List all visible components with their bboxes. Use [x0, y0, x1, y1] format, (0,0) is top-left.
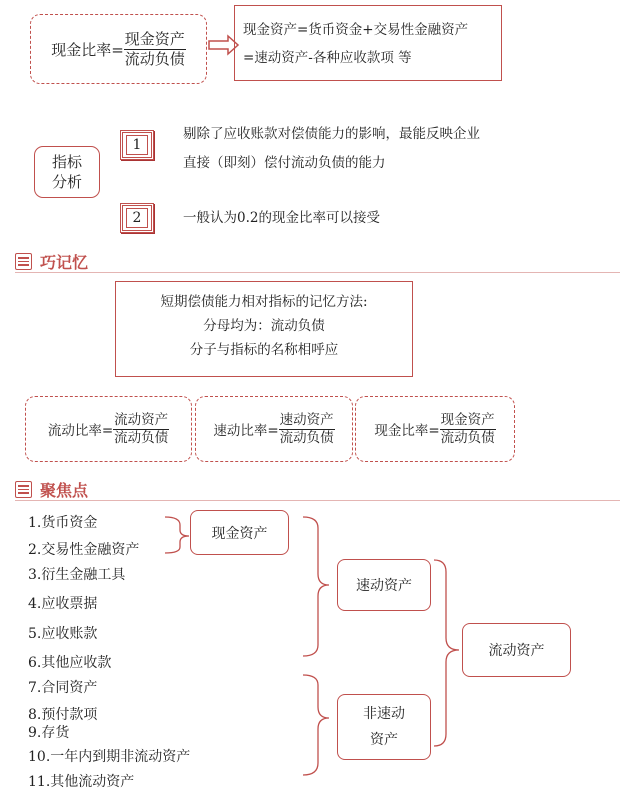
cash-ratio-label: 现金比率=: [374, 423, 440, 439]
quick-ratio-denominator: 流动负债: [279, 429, 334, 446]
analysis-number-1: 1: [120, 130, 154, 160]
asset-item-7: 7.合同资产: [28, 680, 98, 696]
non-quick-assets-line-1: 非速动: [363, 706, 405, 722]
memory-tip-line-2: 分母均为：流动负债: [203, 318, 325, 334]
current-ratio-numerator: 流动资产: [114, 411, 169, 428]
bracket-quick-assets: [303, 517, 329, 656]
formula-label: 现金比率=: [51, 40, 124, 59]
asset-item-11: 11.其他流动资产: [28, 774, 135, 790]
memory-tip-line-3: 分子与指标的名称相呼应: [189, 342, 339, 358]
memory-section-title: 巧记忆: [40, 253, 89, 272]
formula-numerator: 现金资产: [124, 29, 185, 48]
quick-assets-node: 速动资产: [337, 559, 431, 611]
asset-item-2: 2.交易性金融资产: [28, 542, 140, 558]
analysis-label-line-1: 指标: [51, 153, 82, 171]
memory-tip-line-1: 短期偿债能力相对指标的记忆方法:: [160, 294, 368, 310]
definition-line-2: =速动资产-各种应收款项 等: [243, 50, 412, 66]
analysis-text-2: 一般认为0.2的现金比率可以接受: [183, 210, 380, 226]
quick-ratio-label: 速动比率=: [213, 423, 279, 439]
asset-item-1: 1.货币资金: [28, 515, 98, 531]
cash-ratio-numerator: 现金资产: [440, 411, 495, 428]
cash-ratio-denominator: 流动负债: [440, 429, 495, 446]
current-ratio-denominator: 流动负债: [114, 429, 169, 446]
asset-item-6: 6.其他应收款: [28, 655, 112, 671]
analysis-number-2: 2: [120, 203, 154, 233]
analysis-label-line-2: 分析: [51, 173, 82, 191]
quick-ratio-numerator: 速动资产: [279, 411, 334, 428]
bracket-current-assets: [434, 560, 459, 746]
asset-item-8: 8.预付款项: [28, 707, 98, 723]
definition-line-1: 现金资产=货币资金+交易性金融资产: [243, 22, 469, 38]
current-ratio-label: 流动比率=: [47, 423, 114, 439]
current-assets-node: 流动资产: [462, 623, 571, 677]
non-quick-assets-node: [337, 694, 431, 760]
asset-item-9: 9.存货: [28, 725, 70, 741]
asset-item-3: 3.衍生金融工具: [28, 567, 126, 583]
focus-section-title: 聚焦点: [40, 481, 89, 500]
asset-item-5: 5.应收账款: [28, 626, 98, 642]
asset-item-4: 4.应收票据: [28, 596, 98, 612]
asset-item-10: 10.一年内到期非流动资产: [28, 749, 191, 765]
formula-denominator: 流动负债: [124, 49, 185, 68]
cash-assets-node: 现金资产: [190, 510, 289, 555]
analysis-text-1: 剔除了应收账款对偿债能力的影响，最能反映企业 直接（即刻）偿付流动负债的能力: [183, 126, 480, 171]
non-quick-assets-line-2: 资产: [370, 732, 398, 748]
bracket-cash-assets: [165, 517, 189, 553]
bracket-non-quick-assets: [303, 675, 329, 775]
